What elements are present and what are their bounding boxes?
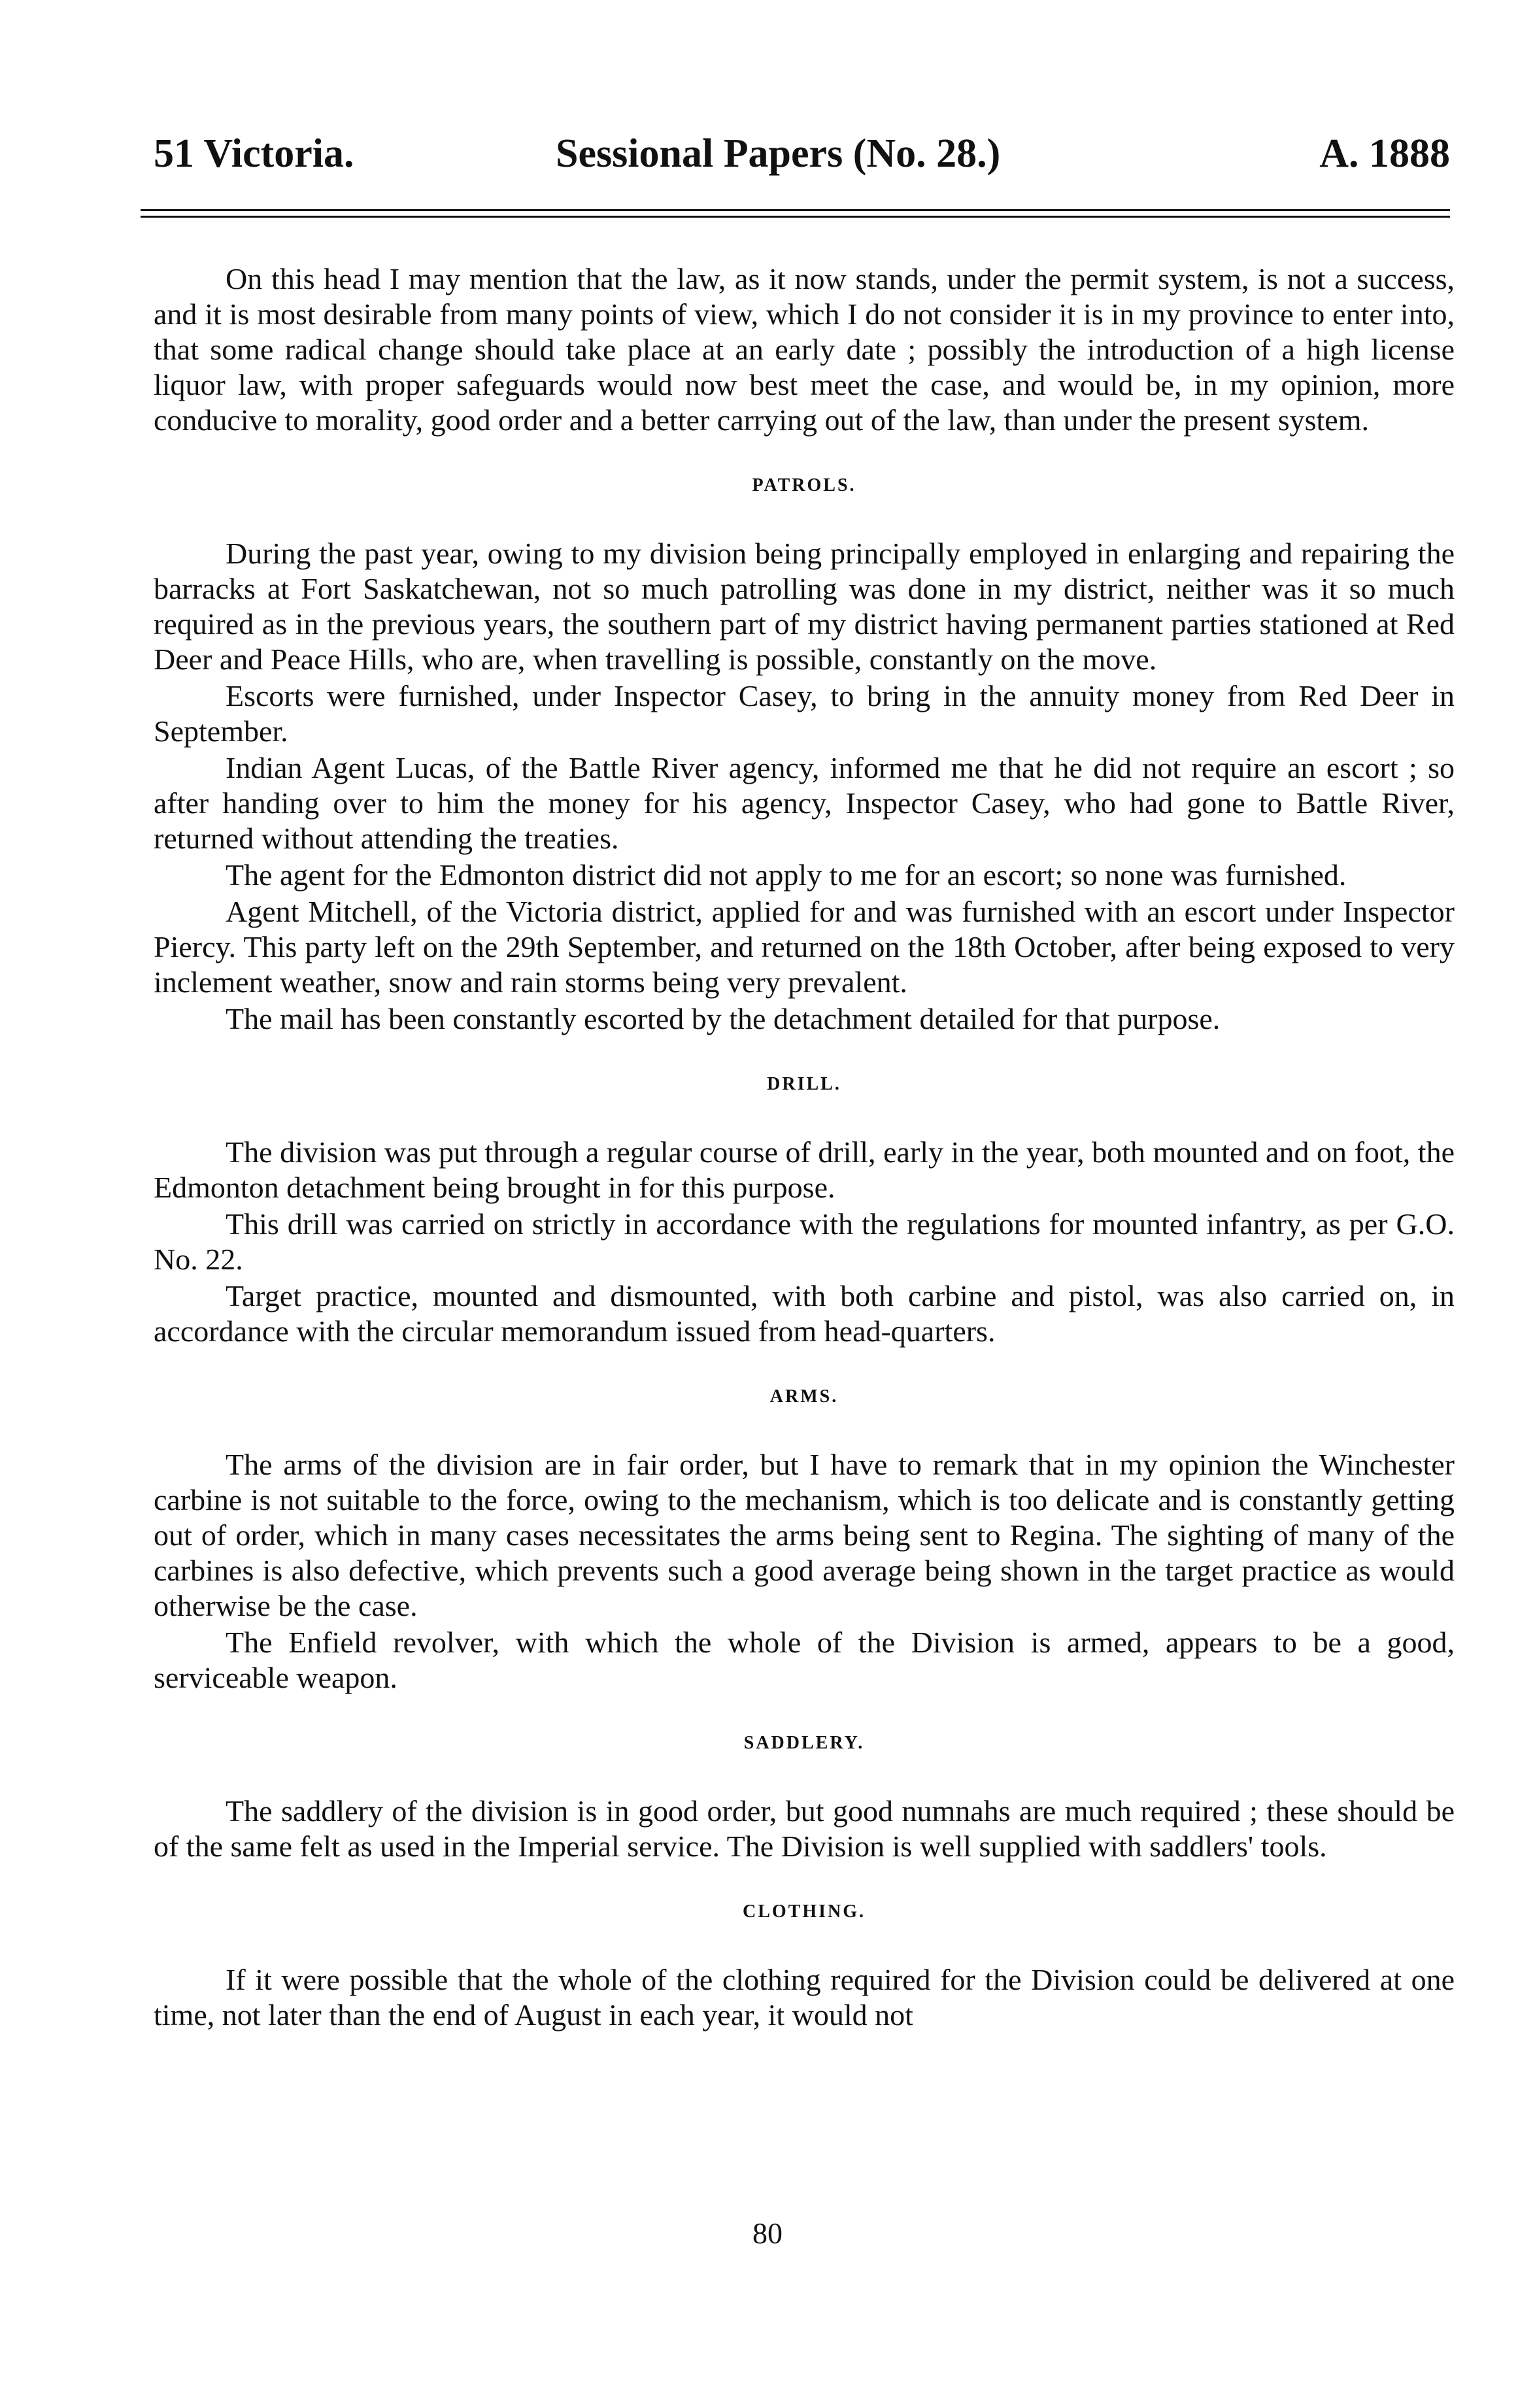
- header-rule-bottom: [141, 216, 1450, 218]
- paragraph: If it were possible that the whole of the clothing required for the Division could be delivered at one time, not later than the end of August in each year, it would not: [154, 1963, 1455, 2032]
- section-heading-arms: ARMS.: [769, 1386, 839, 1407]
- paragraph: Agent Mitchell, of the Victoria district, applied for and was furnished with an escort under Inspector Piercy. This party left on the 29th September, and returned on the 18th October, after being exposed to very inclement weather, snow and rain storms being very prevalent.: [154, 895, 1455, 999]
- header-title: Sessional Papers (No. 28.): [556, 131, 1001, 176]
- paragraph: Indian Agent Lucas, of the Battle River agency, informed me that he did not require an escort ; so after handing over to him the money for his agency, Inspector Casey, who had gone to Battle River, returned without attending the treaties.: [154, 751, 1455, 855]
- paragraph: Escorts were furnished, under Inspector Casey, to bring in the annuity money from Red Deer in September.: [154, 679, 1455, 748]
- paragraph: Target practice, mounted and dismounted, with both carbine and pistol, was also carried on, in accordance with the circular memorandum issued from head-quarters.: [154, 1279, 1455, 1348]
- paragraph: During the past year, owing to my division being principally employed in enlarging and repairing the barracks at Fort Saskatchewan, not so much patrolling was done in my district, neither was it so much required as in the previous years, the southern part of my district having permanent parties stationed at Red Deer and Peace Hills, who are, when travelling is possible, constantly on the move.: [154, 537, 1455, 676]
- running-header: [154, 131, 1450, 190]
- paragraph: On this head I may mention that the law, as it now stands, under the permit system, is not a success, and it is most desirable from many points of view, which I do not consider it is in my province to enter into, that some radical change should take place at an early date ; possibly the introduction of a high license liquor law, with proper safeguards would now best meet the case, and would be, in my opinion, more conducive to morality, good order and a better carrying out of the law, than under the present system.: [154, 262, 1455, 437]
- page-number: 80: [752, 2216, 783, 2250]
- paragraph: This drill was carried on strictly in accordance with the regulations for mounted infantry, as per G.O. No. 22.: [154, 1207, 1455, 1276]
- section-heading-drill: DRILL.: [767, 1074, 841, 1094]
- paragraph: The agent for the Edmonton district did not apply to me for an escort; so none was furnished.: [226, 858, 1347, 892]
- section-heading-patrols: PATROLS.: [752, 475, 856, 495]
- page-body: [154, 261, 1455, 2034]
- section-heading-clothing: CLOTHING.: [742, 1901, 866, 1922]
- section-heading-saddlery: SADDLERY.: [743, 1733, 865, 1753]
- header-session: 51 Victoria.: [154, 131, 354, 176]
- paragraph: The arms of the division are in fair order, but I have to remark that in my opinion the Winchester carbine is not suitable to the force, owing to the mechanism, which is too delicate and is constantly getting out of order, which in many cases necessitates the arms being sent to Regina. The sighting of many of the carbines is also defective, which prevents such a good average being shown in the target practice as would otherwise be the case.: [154, 1448, 1455, 1622]
- paragraph: The saddlery of the division is in good order, but good numnahs are much required ; these should be of the same felt as used in the Imperial service. The Division is well supplied with saddlers' tools.: [154, 1794, 1455, 1863]
- paragraph: The Enfield revolver, with which the whole of the Division is armed, appears to be a good, serviceable weapon.: [154, 1626, 1455, 1694]
- paragraph: The division was put through a regular course of drill, early in the year, both mounted and on foot, the Edmonton detachment being brought in for this purpose.: [154, 1135, 1455, 1204]
- header-rule-top: [141, 209, 1450, 211]
- header-year: A. 1888: [1319, 131, 1450, 176]
- paragraph: The mail has been constantly escorted by the detachment detailed for that purpose.: [226, 1002, 1221, 1035]
